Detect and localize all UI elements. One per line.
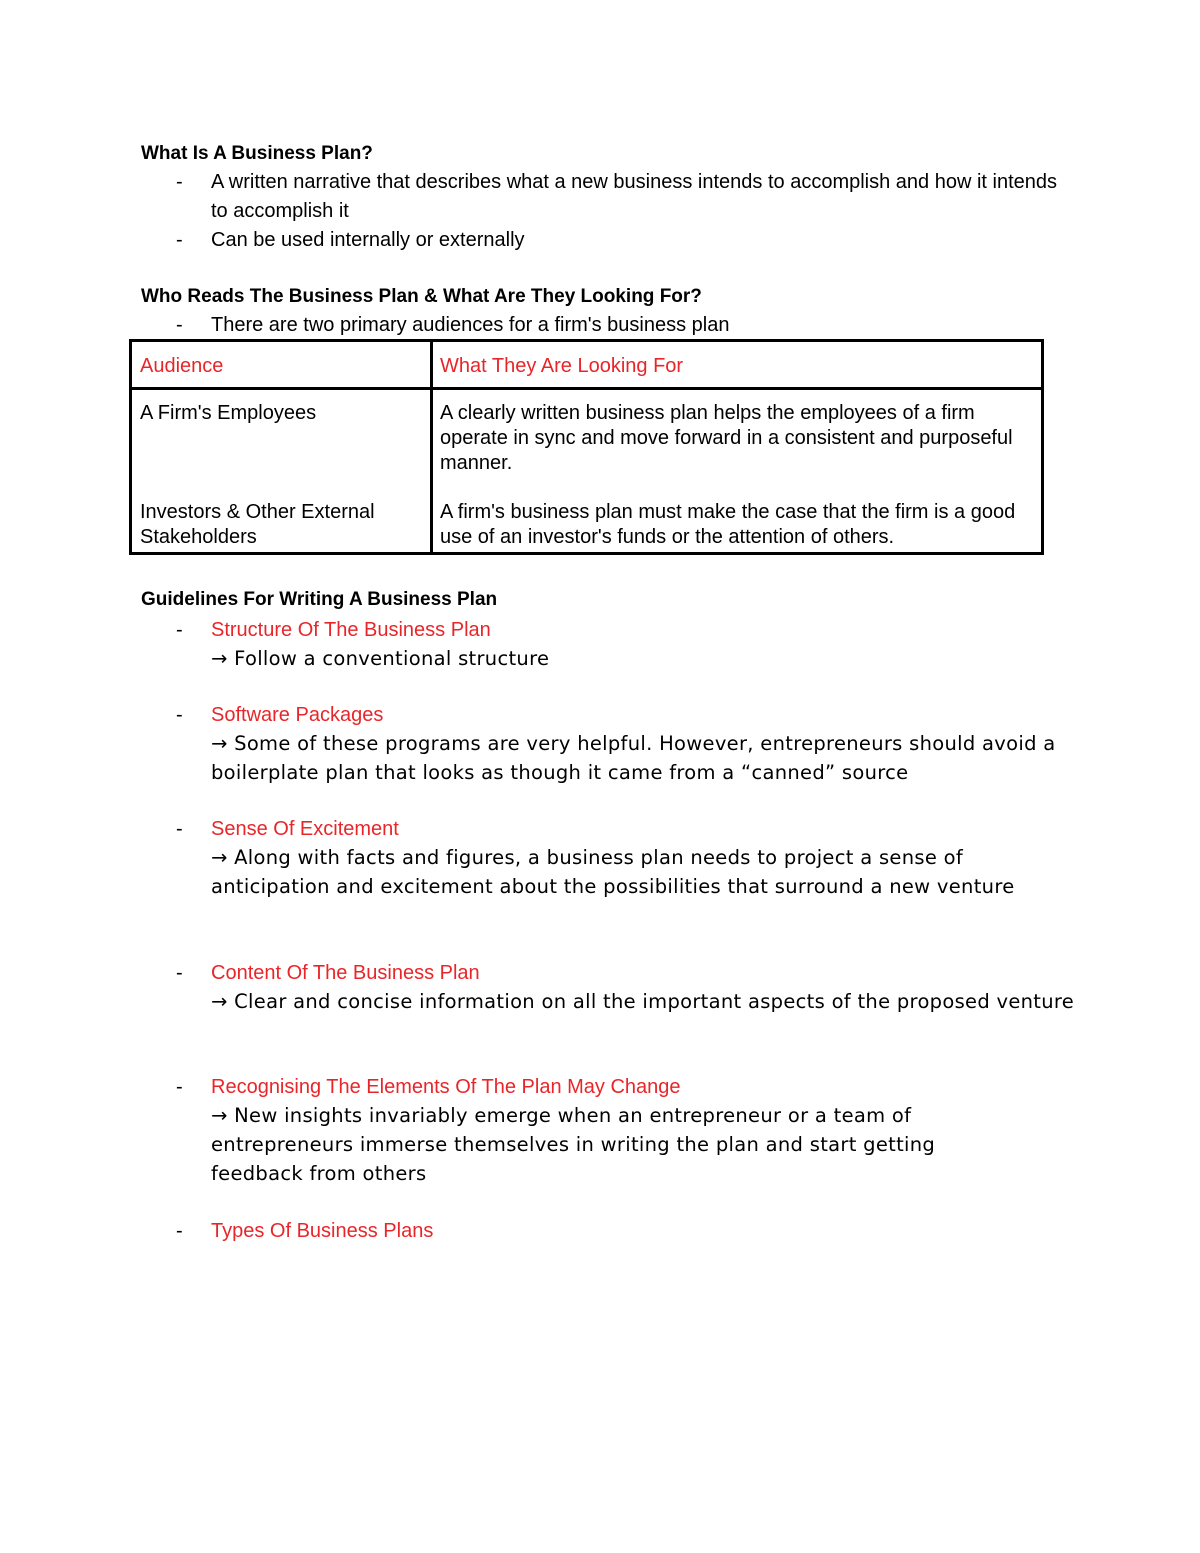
guideline-desc-content: → Clear and concise information on all the important aspects of the proposed venture <box>211 990 1075 1013</box>
bullet-marker: - <box>176 1076 183 1098</box>
guideline-desc-structure: → Follow a conventional structure <box>211 647 550 670</box>
guideline-title-structure: Structure Of The Business Plan <box>211 619 491 641</box>
guideline-title-excitement: Sense Of Excitement <box>211 818 399 840</box>
audience-table <box>129 339 1044 555</box>
bullet-marker: - <box>176 962 183 984</box>
bullet-written-narrative: A written narrative that describes what a new business intends to accomplish and how it intends to accomplish it <box>211 171 1058 222</box>
table-cell-employees: A Firm's Employees <box>140 402 317 424</box>
table-column-divider <box>430 342 433 552</box>
guideline-title-content: Content Of The Business Plan <box>211 962 480 984</box>
bullet-internal-external: Can be used internally or externally <box>211 229 525 251</box>
table-row-divider <box>132 387 1041 390</box>
bullet-marker: - <box>176 1220 183 1242</box>
guideline-title-types: Types Of Business Plans <box>211 1220 434 1242</box>
bullet-marker: - <box>176 171 183 193</box>
bullet-two-audiences: There are two primary audiences for a firm's business plan <box>211 314 730 336</box>
guideline-desc-elements-change: → New insights invariably emerge when an entrepreneur or a team of entrepreneurs immerse themselves in writing the plan and start getting feedback from others <box>211 1104 936 1185</box>
guideline-desc-excitement: → Along with facts and figures, a business plan needs to project a sense of anticipation and excitement about the possibilities that surround a new venture <box>211 846 1015 898</box>
table-header-looking-for: What They Are Looking For <box>440 355 684 377</box>
bullet-marker: - <box>176 229 183 251</box>
table-cell-investors-desc: A firm's business plan must make the case that the firm is a good use of an investor's funds or the attention of others. <box>440 501 1016 548</box>
bullet-marker: - <box>176 704 183 726</box>
guideline-desc-software: → Some of these programs are very helpful. However, entrepreneurs should avoid a boilerplate plan that looks as though it came from a “canned” source <box>211 732 1056 784</box>
guideline-title-elements-change: Recognising The Elements Of The Plan May Change <box>211 1076 681 1098</box>
heading-who-reads: Who Reads The Business Plan & What Are They Looking For? <box>141 286 702 307</box>
bullet-marker: - <box>176 818 183 840</box>
heading-guidelines: Guidelines For Writing A Business Plan <box>141 589 498 610</box>
guideline-title-software: Software Packages <box>211 704 384 726</box>
heading-what-is-business-plan: What Is A Business Plan? <box>141 143 373 164</box>
table-header-audience: Audience <box>140 355 224 377</box>
table-cell-investors: Investors & Other External Stakeholders <box>140 501 375 548</box>
bullet-marker: - <box>176 619 183 641</box>
bullet-marker: - <box>176 314 183 336</box>
table-cell-employees-desc: A clearly written business plan helps the employees of a firm operate in sync and move forward in a consistent and purposeful manner. <box>440 402 1013 474</box>
